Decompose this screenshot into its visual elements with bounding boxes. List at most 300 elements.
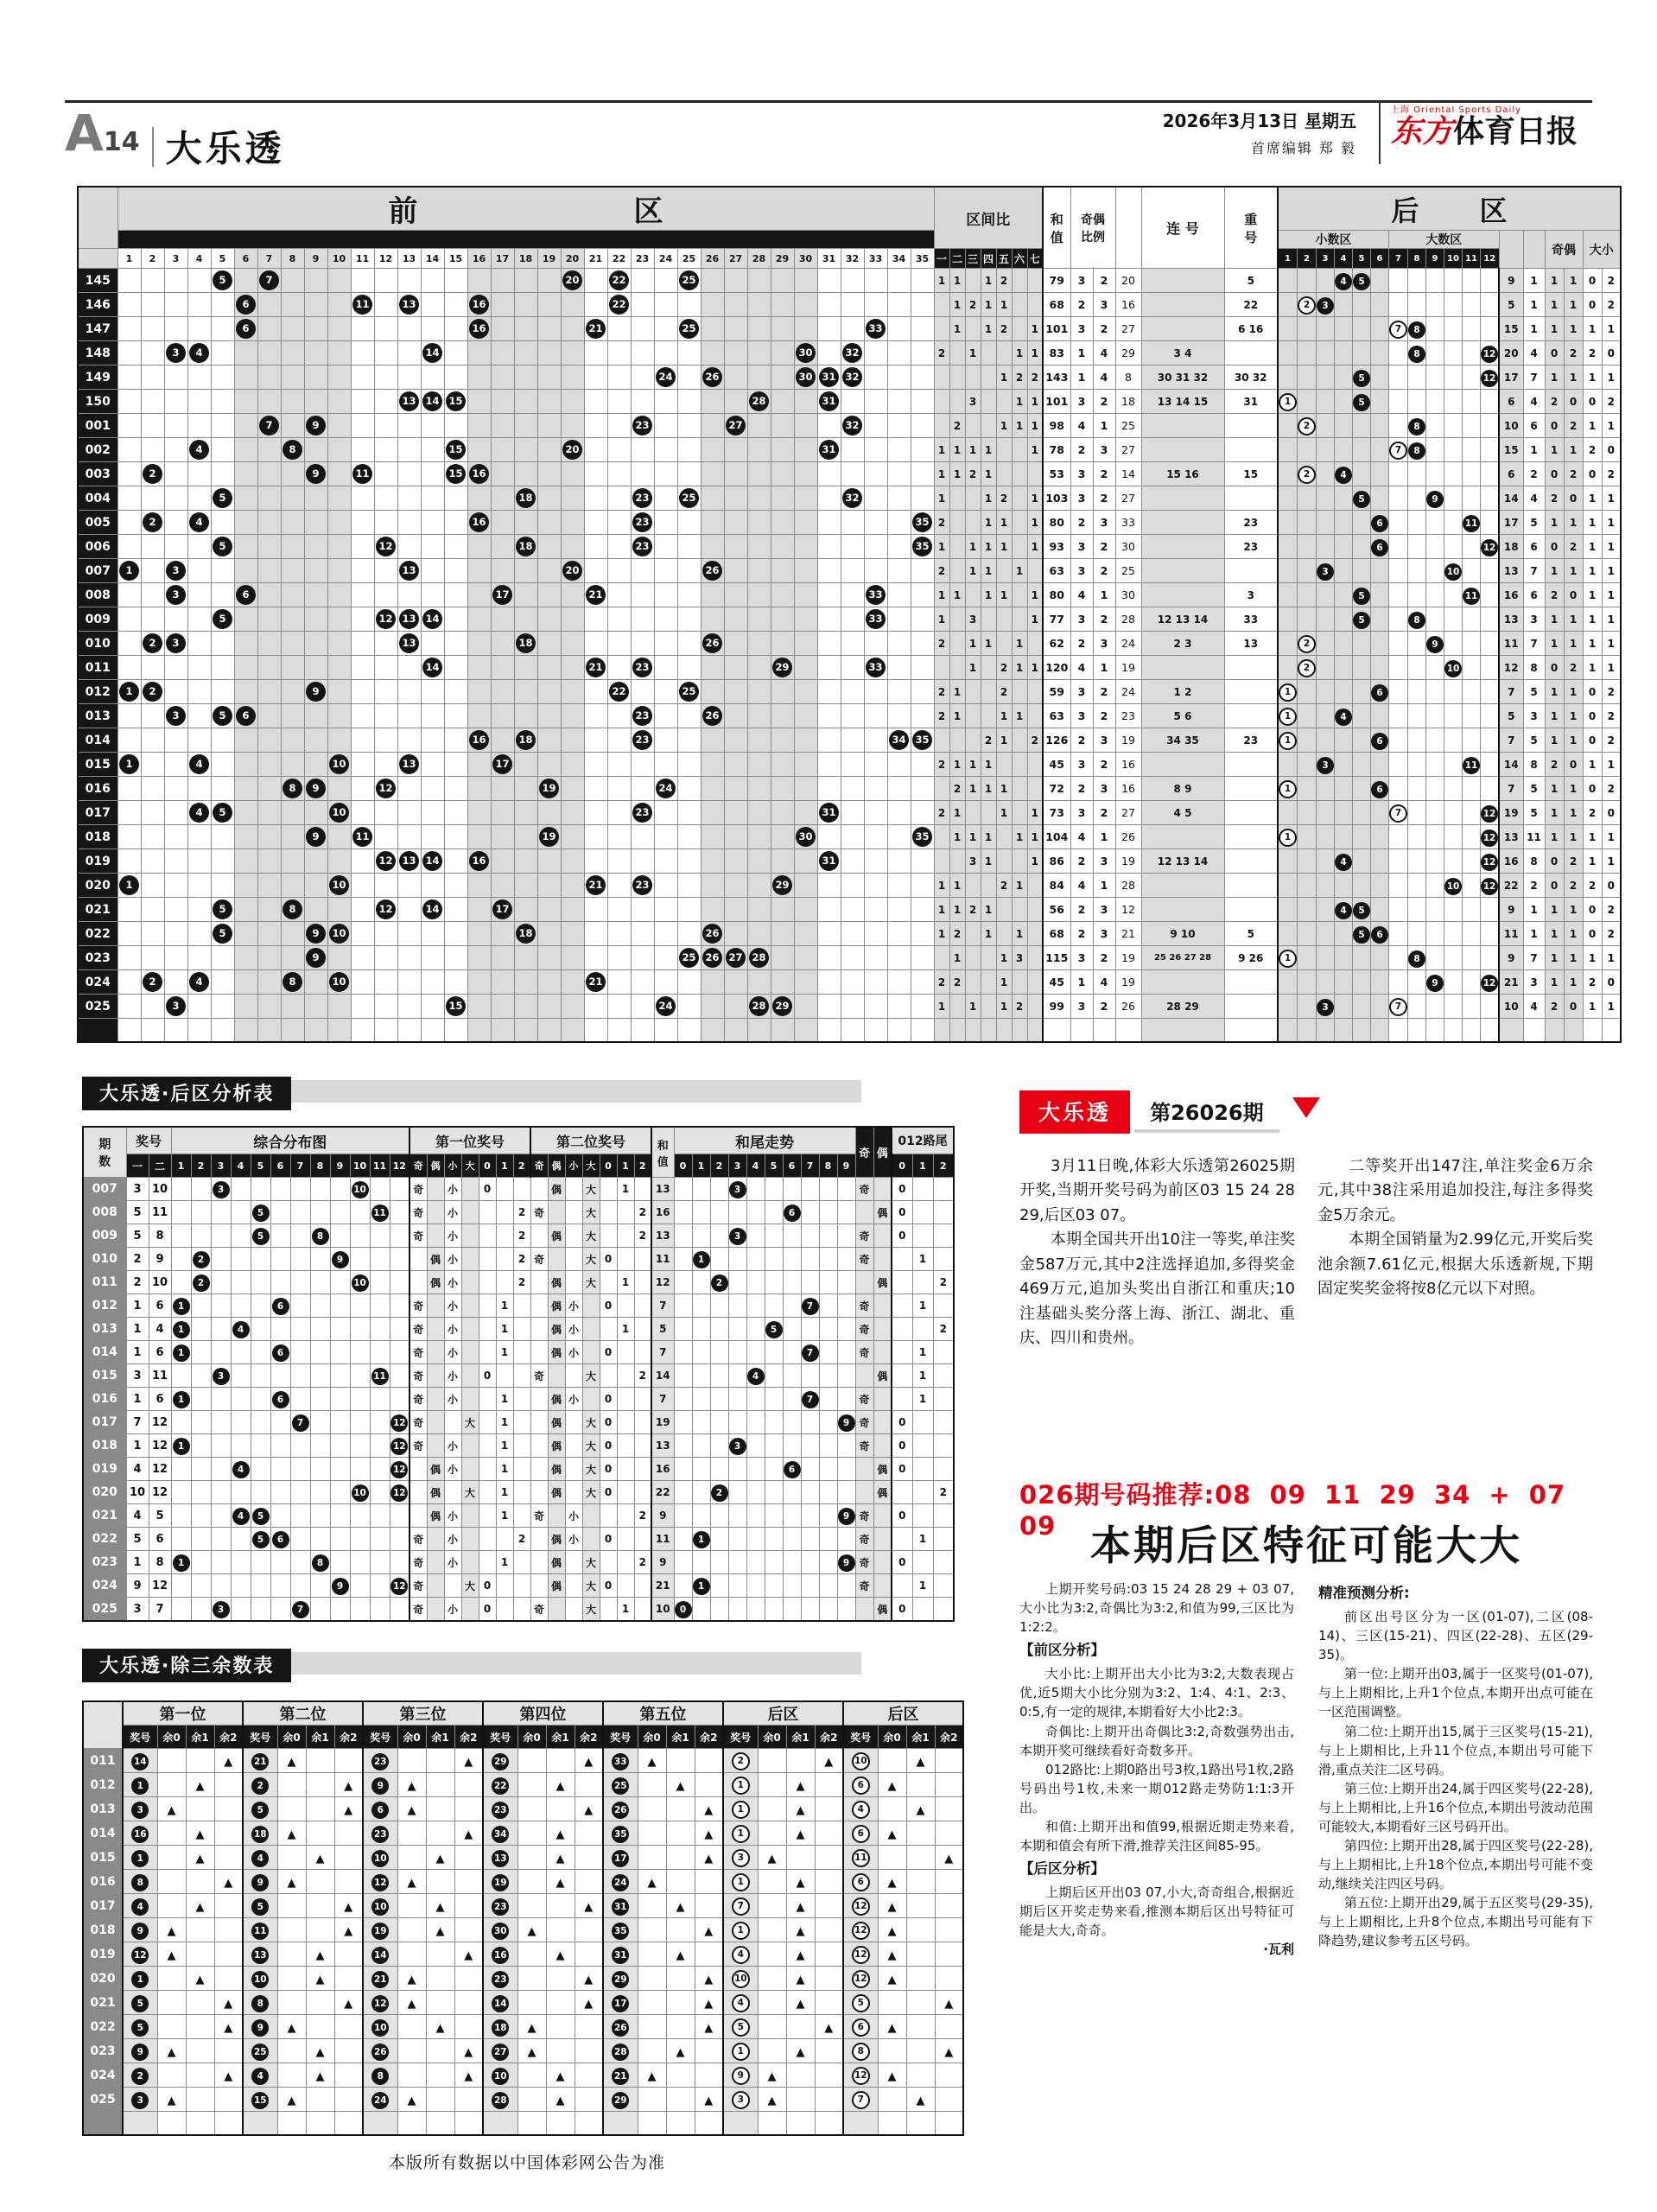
lottery-ball: 7 bbox=[802, 1344, 819, 1362]
lottery-ball: 3 bbox=[732, 2091, 750, 2109]
lottery-ball: 1 bbox=[693, 1251, 710, 1268]
lottery-ball: 10 bbox=[329, 875, 349, 895]
lottery-ball: 13 bbox=[399, 609, 419, 629]
date-line: 2026年3月13日 星期五 bbox=[1162, 111, 1356, 131]
remainder-mark: ▲ bbox=[796, 2046, 805, 2059]
lottery-ball: 10 bbox=[352, 1181, 369, 1198]
lottery-ball: 2 bbox=[1298, 635, 1316, 653]
back-table-row: 015 3 11 3 11 奇 小 0 奇 大 2 14 4 偶 1 bbox=[83, 1364, 954, 1388]
lottery-ball: 31 bbox=[819, 851, 839, 871]
remainder-mark: ▲ bbox=[224, 2070, 233, 2083]
remainder-mark: ▲ bbox=[796, 1804, 805, 1817]
lottery-ball: 19 bbox=[371, 1923, 389, 1940]
back-table-row: 008 5 11 5 11 奇 小 2 奇 大 2 16 6 偶 0 bbox=[83, 1201, 954, 1224]
lottery-ball: 2 bbox=[711, 1274, 728, 1292]
remainder-mark: ▲ bbox=[556, 2070, 565, 2083]
lottery-ball: 23 bbox=[632, 803, 652, 823]
lottery-ball: 33 bbox=[612, 1753, 629, 1770]
lottery-ball: 35 bbox=[912, 537, 932, 556]
remainder-mark: ▲ bbox=[796, 1780, 805, 1793]
lottery-ball: 3 bbox=[166, 561, 186, 581]
main-trend-chart bbox=[77, 186, 1622, 1043]
lottery-ball: 21 bbox=[586, 658, 606, 677]
lottery-ball: 9 bbox=[838, 1414, 855, 1432]
lottery-ball: 1 bbox=[1279, 708, 1297, 726]
remainder-mark: ▲ bbox=[556, 1877, 565, 1890]
mod3-row: 020 1 ▲ 10 ▲ 21 ▲ 23 ▲ 29 ▲ 10 ▲ 12 ▲ bbox=[83, 1967, 963, 1991]
lottery-ball: 13 bbox=[399, 295, 419, 315]
remainder-mark: ▲ bbox=[315, 1974, 325, 1986]
lottery-ball: 1 bbox=[693, 1531, 710, 1548]
lottery-ball: 20 bbox=[562, 270, 582, 290]
analysis-paragraph: 和值:上期开出和值99,根据近期走势来看,本期和值会有所下滑,推荐关注区间85-95。 bbox=[1019, 1818, 1294, 1853]
lottery-ball: 31 bbox=[819, 440, 839, 460]
lottery-ball: 23 bbox=[632, 416, 652, 435]
lottery-ball: 8 bbox=[371, 2068, 389, 2085]
remainder-mark: ▲ bbox=[944, 2046, 954, 2059]
lottery-ball: 32 bbox=[842, 367, 862, 387]
lottery-ball: 8 bbox=[1408, 612, 1425, 629]
repeat-header: 重 号 bbox=[1224, 187, 1278, 269]
lottery-ball: 8 bbox=[312, 1228, 329, 1245]
lottery-ball: 31 bbox=[612, 1947, 629, 1964]
remainder-mark: ▲ bbox=[887, 1949, 897, 1962]
lottery-ball: 12 bbox=[371, 1874, 389, 1891]
lottery-ball: 3 bbox=[131, 2092, 149, 2109]
lottery-ball: 11 bbox=[852, 1849, 870, 1867]
lottery-ball: 28 bbox=[749, 391, 769, 411]
remainder-mark: ▲ bbox=[167, 2046, 176, 2059]
lottery-ball: 25 bbox=[679, 682, 699, 702]
position-group-header: 后区 bbox=[843, 1701, 963, 1726]
remainder-mark: ▲ bbox=[224, 1756, 233, 1769]
lottery-ball: 12 bbox=[852, 1922, 870, 1940]
header-rule bbox=[65, 100, 1592, 103]
remainder-mark: ▲ bbox=[796, 1925, 805, 1938]
lottery-ball: 8 bbox=[283, 779, 302, 798]
lottery-ball: 11 bbox=[1463, 757, 1480, 774]
lottery-ball: 6 bbox=[272, 1391, 289, 1408]
lottery-ball: 10 bbox=[329, 754, 349, 774]
lottery-ball: 5 bbox=[1353, 491, 1370, 508]
lottery-ball: 15 bbox=[446, 391, 466, 411]
lottery-ball: 14 bbox=[131, 1753, 149, 1770]
lottery-ball: 24 bbox=[656, 996, 676, 1016]
lottery-ball: 5 bbox=[213, 609, 232, 629]
lottery-ball: 28 bbox=[749, 948, 769, 968]
remainder-mark: ▲ bbox=[195, 1974, 205, 1986]
mod3-table: 第一位 第二位 第三位 第四位 第五位 后区 后区 奖号 余0 余1 余2 奖号 余0 余1 余2 奖号 余0 余1 余2 奖号 余0 余1 余2 奖号 余0 余1 余2 奖号 余0 余1 余2 奖号 余0 余1 余2 011 14 ▲ 21 ▲ 23 ▲ 29 ▲ 33 ▲ 2 ▲ 10 ▲ 012 1 ▲ 2 ▲ 9 ▲ 22 ▲ 25 ▲ 1 ▲ 6 ▲ 013 3 ▲ 5 ▲ 6 ▲ 23 ▲ 26 ▲ 1 ▲ 4 ▲ 014 16 ▲ 18 ▲ 23 ▲ 34 ▲ 35 ▲ 1 ▲ 6 ▲ 015 1 ▲ 4 ▲ 10 ▲ 13 ▲ 17 ▲ 3 ▲ 11 ▲ 016 8 ▲ 9 ▲ 12 ▲ 19 ▲ 24 ▲ 1 ▲ 6 ▲ 017 4 ▲ 5 ▲ 10 ▲ 23 ▲ 31 ▲ 7 ▲ 12 ▲ 018 9 ▲ 11 ▲ 19 ▲ 30 ▲ 35 ▲ 1 ▲ 12 ▲ 019 12 ▲ 13 ▲ 14 ▲ 16 ▲ 31 ▲ 4 ▲ 12 ▲ 020 1 ▲ 10 ▲ 21 ▲ 23 ▲ 29 ▲ 10 ▲ 12 ▲ 021 5 ▲ 8 ▲ 12 ▲ 14 ▲ 17 ▲ 4 ▲ 5 ▲ 022 5 ▲ 9 ▲ 10 ▲ 18 ▲ 26 ▲ 5 ▲ 6 ▲ 023 9 ▲ 25 ▲ 26 ▲ 27 ▲ 28 ▲ 1 ▲ 8 ▲ 024 2 ▲ 4 ▲ 8 ▲ 10 ▲ 21 ▲ 9 ▲ 12 ▲ 025 3 ▲ 15 ▲ 24 ▲ 28 ▲ 29 ▲ 3 ▲ 7 ▲ bbox=[82, 1700, 964, 2136]
lottery-ball: 4 bbox=[232, 1321, 250, 1338]
lottery-ball: 30 bbox=[796, 343, 816, 363]
winning-number-header: 奖号 bbox=[126, 1127, 171, 1154]
lottery-ball: 9 bbox=[332, 1578, 349, 1595]
lottery-ball: 21 bbox=[586, 875, 606, 895]
lottery-ball: 25 bbox=[679, 319, 699, 339]
back-table-row: 009 5 8 5 8 奇 小 2 偶 大 2 13 3 奇 0 bbox=[83, 1224, 954, 1248]
lottery-ball: 21 bbox=[612, 2068, 629, 2085]
remainder-mark: ▲ bbox=[704, 1853, 714, 1866]
lottery-ball: 13 bbox=[492, 1850, 509, 1867]
mod3-row: 022 5 ▲ 9 ▲ 10 ▲ 18 ▲ 26 ▲ 5 ▲ 6 ▲ bbox=[83, 2015, 963, 2039]
lottery-ball: 12 bbox=[376, 779, 396, 798]
lottery-ball: 30 bbox=[796, 827, 816, 847]
lottery-ball: 18 bbox=[516, 488, 536, 508]
article-paragraph: 本期全国共开出10注一等奖,单注奖金587万元,其中2注选择追加,多得奖金469万元,追加头奖出自浙江和重庆;10注基础头奖分落上海、浙江、湖北、重庆、四川和贵州。 bbox=[1019, 1230, 1295, 1348]
back-odd-even-header: 奇偶 bbox=[1545, 231, 1583, 269]
chart-row: 148 3 4 14 30 32 2 1 1 1 83 1 4 29 3 4 8 12 20 4 0 2 2 0 bbox=[78, 341, 1621, 365]
lottery-ball: 2 bbox=[143, 682, 162, 702]
remainder-mark: ▲ bbox=[647, 1756, 657, 1769]
lottery-ball: 5 bbox=[1353, 273, 1370, 290]
lottery-ball: 9 bbox=[1426, 636, 1444, 653]
mod3-row: 016 8 ▲ 9 ▲ 12 ▲ 19 ▲ 24 ▲ 1 ▲ 6 ▲ bbox=[83, 1870, 963, 1894]
chart-row: 013 3 5 6 23 26 2 1 1 1 63 3 2 23 5 6 1 4 5 3 1 1 0 2 bbox=[78, 704, 1621, 728]
lottery-ball: 26 bbox=[612, 2019, 629, 2037]
lottery-ball: 35 bbox=[912, 512, 932, 532]
lottery-ball: 16 bbox=[469, 295, 489, 315]
lottery-ball: 4 bbox=[189, 512, 209, 532]
lottery-ball: 3 bbox=[1317, 999, 1334, 1016]
remainder-mark: ▲ bbox=[224, 1998, 233, 2011]
remainder-mark: ▲ bbox=[435, 1925, 445, 1938]
lottery-ball: 18 bbox=[516, 730, 536, 750]
lottery-ball: 8 bbox=[131, 1874, 149, 1891]
lottery-ball: 10 bbox=[352, 1484, 369, 1502]
lottery-ball: 9 bbox=[251, 1874, 269, 1891]
back-table-row: 016 1 6 1 6 奇 小 1 偶 小 0 7 7 奇 1 bbox=[83, 1388, 954, 1411]
lottery-ball: 16 bbox=[469, 464, 489, 484]
lottery-ball: 29 bbox=[772, 996, 792, 1016]
lottery-ball: 8 bbox=[283, 899, 302, 919]
remainder-mark: ▲ bbox=[704, 2022, 714, 2035]
issue-number: 第26026期 bbox=[1134, 1090, 1279, 1133]
lottery-ball: 23 bbox=[632, 730, 652, 750]
lottery-ball: 9 bbox=[332, 1251, 349, 1268]
lottery-ball: 11 bbox=[1463, 588, 1480, 605]
analysis-paragraph: 大小比:上期开出大小比为3:2,大数表现占优,近5期大小比分别为3:2、1:4、4:1、2:3、0:5,有一定的规律,本期看好大小比2:3。 bbox=[1019, 1666, 1294, 1720]
lottery-ball: 2 bbox=[711, 1484, 728, 1502]
lottery-ball: 9 bbox=[1426, 975, 1444, 992]
chart-row: 146 6 11 13 16 22 1 2 1 1 68 2 3 16 22 2 3 5 1 1 1 0 2 bbox=[78, 293, 1621, 317]
chart-row: 014 16 18 23 34 35 2 1 2 126 2 3 19 34 35 23 1 6 7 5 1 1 0 2 bbox=[78, 728, 1621, 753]
lottery-ball: 12 bbox=[852, 1946, 870, 1964]
lottery-ball: 12 bbox=[1481, 370, 1498, 387]
lottery-ball: 8 bbox=[283, 972, 302, 992]
lottery-ball: 5 bbox=[252, 1228, 270, 1245]
lottery-ball: 8 bbox=[1408, 346, 1425, 363]
lottery-ball: 23 bbox=[632, 658, 652, 677]
sum-header: 和 值 bbox=[651, 1127, 674, 1178]
brand-badge: 大乐透 bbox=[1019, 1090, 1130, 1134]
lottery-ball: 2 bbox=[732, 1752, 750, 1770]
lottery-ball: 12 bbox=[390, 1461, 408, 1478]
remainder-mark: ▲ bbox=[315, 2046, 325, 2059]
remainder-mark: ▲ bbox=[796, 1974, 805, 1986]
back-table-row: 013 1 4 1 4 奇 小 1 偶 小 1 5 5 奇 2 bbox=[83, 1318, 954, 1341]
lottery-ball: 3 bbox=[729, 1438, 746, 1455]
lottery-ball: 5 bbox=[131, 2019, 149, 2037]
remainder-mark: ▲ bbox=[315, 2070, 325, 2083]
position-group-header: 第一位 bbox=[123, 1701, 243, 1726]
chart-row: 005 2 4 16 23 35 2 1 1 1 80 2 3 33 23 6 11 17 5 1 1 1 1 bbox=[78, 511, 1621, 535]
lottery-ball: 26 bbox=[702, 948, 722, 968]
lottery-ball: 23 bbox=[632, 537, 652, 556]
lottery-ball: 6 bbox=[852, 1825, 870, 1843]
lottery-ball: 4 bbox=[189, 343, 209, 363]
lottery-ball: 6 bbox=[236, 295, 256, 315]
lottery-ball: 27 bbox=[726, 416, 746, 435]
lottery-ball: 2 bbox=[131, 2068, 149, 2085]
lottery-ball: 31 bbox=[819, 367, 839, 387]
remainder-mark: ▲ bbox=[796, 1949, 805, 1962]
lottery-ball: 26 bbox=[702, 367, 722, 387]
back-table-row: 025 3 7 3 7 奇 小 0 奇 大 1 10 0 偶 0 bbox=[83, 1598, 954, 1622]
chart-row: 019 12 13 14 16 31 3 1 1 86 2 3 19 12 13 14 4 12 16 8 0 2 1 1 bbox=[78, 849, 1621, 874]
lottery-ball: 5 bbox=[213, 899, 232, 919]
lottery-ball: 5 bbox=[251, 1898, 269, 1916]
lottery-ball: 15 bbox=[446, 996, 466, 1016]
remainder-mark: ▲ bbox=[704, 2094, 714, 2107]
position-group-header: 后区 bbox=[723, 1701, 843, 1726]
lottery-ball: 25 bbox=[679, 488, 699, 508]
lottery-ball: 9 bbox=[732, 2067, 750, 2085]
lottery-ball: 7 bbox=[1389, 442, 1407, 460]
remainder-mark: ▲ bbox=[435, 1853, 445, 1866]
lottery-ball: 20 bbox=[562, 561, 582, 581]
lottery-ball: 11 bbox=[352, 464, 372, 484]
lottery-ball: 14 bbox=[422, 899, 442, 919]
remainder-mark: ▲ bbox=[704, 1804, 714, 1817]
remainder-mark: ▲ bbox=[287, 1877, 296, 1890]
title-strip bbox=[291, 1080, 861, 1103]
front-zone-title: 前 区 bbox=[117, 187, 934, 231]
mod3-row: 021 5 ▲ 8 ▲ 12 ▲ 14 ▲ 17 ▲ 4 ▲ 5 ▲ bbox=[83, 1991, 963, 2015]
lottery-ball: 23 bbox=[371, 1826, 389, 1843]
lottery-ball: 5 bbox=[252, 1205, 270, 1222]
lottery-ball: 5 bbox=[1353, 394, 1370, 411]
lottery-ball: 8 bbox=[283, 440, 302, 460]
remainder-mark: ▲ bbox=[887, 2022, 897, 2035]
lottery-ball: 4 bbox=[1335, 902, 1352, 919]
lottery-ball: 16 bbox=[469, 319, 489, 339]
lottery-ball: 2 bbox=[1298, 466, 1316, 484]
lottery-ball: 4 bbox=[251, 2068, 269, 2085]
lottery-ball: 3 bbox=[729, 1181, 746, 1198]
back-table-row: 020 10 12 10 12 偶 大 1 偶 大 0 22 2 偶 2 bbox=[83, 1481, 954, 1504]
lottery-ball: 14 bbox=[422, 851, 442, 871]
lottery-ball: 4 bbox=[852, 1801, 870, 1819]
back-table-row: 021 4 5 4 5 偶 小 1 奇 小 2 9 9 奇 0 bbox=[83, 1504, 954, 1528]
lottery-ball: 1 bbox=[1279, 829, 1297, 847]
back-table-row: 012 1 6 1 6 奇 小 1 偶 小 0 7 7 奇 1 bbox=[83, 1294, 954, 1318]
trend-chart-table: 前 区 区间比 和 值 奇偶 比例 连 号 重 号 后 区 小数区 大数区 奇偶 大小 1 2 3 4 5 6 7 8 9 10 11 12 13 14 15 16 17 18 19 20 21 22 23 24 25 26 27 28 29 30 31 32 33 34 35 一 二 三 四 五 六 七 1 2 3 4 5 6 7 8 9 10 11 12 145 5 7 20 22 25 1 1 1 2 79 3 2 20 5 4 5 9 1 1 1 0 2 146 6 11 13 16 22 1 2 1 1 68 2 3 16 22 2 3 5 1 1 1 0 2 147 6 16 21 25 33 1 1 2 1 101 3 2 27 6 16 7 8 15 1 1 1 1 1 148 3 4 14 30 32 2 1 1 1 83 1 4 29 3 4 8 12 20 4 0 2 2 0 149 24 26 30 31 32 1 2 2 143 1 4 8 30 31 32 30 32 5 12 17 7 1 1 1 1 150 13 14 15 28 31 3 1 1 101 3 2 18 13 14 15 31 1 5 6 4 2 0 0 2 001 7 9 23 27 32 2 1 1 1 98 4 1 25 2 8 10 6 0 2 1 1 002 4 8 15 20 31 1 1 1 1 1 78 2 3 27 7 8 15 1 1 1 2 0 003 2 9 11 15 16 1 1 2 1 53 3 2 14 15 16 15 2 4 6 2 0 2 0 2 004 5 18 23 25 32 1 1 2 1 103 3 2 27 5 9 14 4 2 0 1 1 005 2 4 16 23 35 2 1 1 1 80 2 3 33 23 6 11 17 5 1 1 1 1 006 5 12 18 23 35 1 1 1 1 1 93 3 2 30 23 6 12 18 6 0 2 1 1 007 1 3 13 20 26 2 1 1 1 63 3 2 25 3 10 13 7 1 1 1 1 008 3 6 17 21 33 1 1 1 1 1 80 4 1 30 3 5 11 16 6 2 0 1 1 009 5 12 13 14 33 1 3 1 77 3 2 28 12 13 14 33 5 8 13 3 1 1 1 1 010 2 3 13 18 26 2 1 1 1 62 2 3 24 2 3 13 2 9 11 7 1 1 1 1 011 14 21 23 29 33 1 2 1 1 120 4 1 19 2 10 12 8 0 2 1 1 012 1 2 9 22 25 2 1 2 59 3 2 24 1 2 1 6 7 5 1 1 0 2 013 3 5 6 23 26 2 1 1 1 63 3 2 23 5 6 1 4 5 3 1 1 0 2 014 16 18 23 34 35 2 1 2 126 2 3 19 34 35 23 1 6 7 5 1 1 0 2 015 1 4 10 13 17 2 1 1 1 45 3 2 16 3 11 14 8 2 0 1 1 016 8 9 12 19 24 2 1 1 1 72 2 3 16 8 9 1 6 7 5 1 1 0 2 017 4 5 10 23 31 2 1 1 1 73 3 2 27 4 5 7 12 19 5 1 1 2 0 018 9 11 19 30 35 1 1 1 1 1 104 4 1 26 1 12 13 11 1 1 1 1 019 12 13 14 16 31 3 1 1 86 2 3 19 12 13 14 4 12 16 8 0 2 1 1 020 1 10 21 23 29 1 1 2 1 84 4 1 28 10 12 22 2 0 2 2 0 021 5 8 12 14 17 1 1 2 1 56 2 3 12 4 5 9 1 1 1 0 2 022 5 9 10 18 26 1 2 1 1 68 2 3 21 9 10 5 5 6 11 1 1 1 0 2 023 9 25 26 27 28 1 1 3 115 3 2 19 25 26 27 28 9 26 1 8 9 7 1 1 1 1 024 2 4 8 10 21 2 2 1 45 1 4 19 9 12 21 3 1 1 2 0 025 3 15 24 28 29 1 1 1 2 99 3 2 26 28 29 3 7 10 4 2 0 1 1 bbox=[77, 186, 1622, 1043]
back-table-row: 011 2 10 2 10 偶 小 2 偶 大 1 12 2 偶 2 bbox=[83, 1271, 954, 1294]
lottery-ball: 9 bbox=[306, 924, 326, 944]
header-divider bbox=[152, 127, 154, 167]
lottery-ball: 1 bbox=[1279, 780, 1297, 798]
back-table-row: 017 7 12 7 12 奇 大 1 偶 大 0 19 9 奇 0 bbox=[83, 1411, 954, 1434]
data-source-note: 本版所有数据以中国体彩网公告为准 bbox=[388, 2153, 665, 2172]
lottery-ball: 31 bbox=[612, 1898, 629, 1916]
lottery-ball: 1 bbox=[131, 1777, 149, 1795]
analysis-left-column bbox=[1019, 1580, 1294, 1959]
remainder-mark: ▲ bbox=[944, 1853, 954, 1866]
lottery-ball: 12 bbox=[1481, 975, 1498, 992]
lottery-ball: 1 bbox=[732, 1801, 750, 1819]
mod3-row: 018 9 ▲ 11 ▲ 19 ▲ 30 ▲ 35 ▲ 1 ▲ 12 ▲ bbox=[83, 1918, 963, 1942]
lottery-ball: 6 bbox=[852, 1777, 870, 1795]
sum-tail-header: 和尾走势 bbox=[674, 1127, 855, 1154]
lottery-ball: 24 bbox=[656, 779, 676, 798]
analysis-paragraph: 上期后区开出03 07,小大,奇奇组合,根据近期后区开奖走势来看,推测本期后区出号特征可能是大大,奇奇。 bbox=[1019, 1885, 1294, 1939]
chart-row: 003 2 9 11 15 16 1 1 2 1 53 3 2 14 15 16 15 2 4 6 2 0 2 0 2 bbox=[78, 462, 1621, 486]
lottery-ball: 12 bbox=[376, 609, 396, 629]
lottery-ball: 23 bbox=[632, 875, 652, 895]
odd-header: 奇 bbox=[855, 1127, 873, 1178]
lottery-ball: 14 bbox=[492, 1995, 509, 2012]
lottery-ball: 16 bbox=[469, 730, 489, 750]
lottery-ball: 1 bbox=[173, 1554, 190, 1572]
lottery-ball: 25 bbox=[251, 2044, 269, 2061]
remainder-mark: ▲ bbox=[556, 1949, 565, 1962]
analysis-columns bbox=[1019, 1580, 1593, 1959]
lottery-ball: 8 bbox=[1408, 418, 1425, 435]
remainder-mark: ▲ bbox=[887, 1780, 897, 1793]
lottery-ball: 13 bbox=[399, 633, 419, 653]
lottery-ball: 1 bbox=[173, 1321, 190, 1338]
remainder-mark: ▲ bbox=[704, 1828, 714, 1841]
lottery-ball: 28 bbox=[492, 2092, 509, 2109]
position-group-header: 第五位 bbox=[603, 1701, 723, 1726]
remainder-mark: ▲ bbox=[435, 2022, 445, 2035]
remainder-mark: ▲ bbox=[344, 1901, 353, 1914]
lottery-ball: 3 bbox=[213, 1181, 230, 1198]
lottery-ball: 5 bbox=[213, 706, 232, 726]
lottery-ball: 31 bbox=[819, 803, 839, 823]
lottery-ball: 3 bbox=[732, 1849, 750, 1867]
lottery-ball: 10 bbox=[1444, 660, 1462, 677]
remainder-mark: ▲ bbox=[344, 1804, 353, 1817]
mod3-row: 025 3 ▲ 15 ▲ 24 ▲ 28 ▲ 29 ▲ 3 ▲ 7 ▲ bbox=[83, 2088, 963, 2112]
lottery-ball: 13 bbox=[399, 561, 419, 581]
mod3-row: 013 3 ▲ 5 ▲ 6 ▲ 23 ▲ 26 ▲ 1 ▲ 4 ▲ bbox=[83, 1797, 963, 1821]
remainder-mark: ▲ bbox=[195, 1901, 205, 1914]
lottery-ball: 12 bbox=[390, 1578, 408, 1595]
lottery-ball: 2 bbox=[143, 464, 162, 484]
lottery-ball: 7 bbox=[802, 1298, 819, 1315]
lottery-ball: 11 bbox=[1463, 515, 1480, 532]
mod3-row: 012 1 ▲ 2 ▲ 9 ▲ 22 ▲ 25 ▲ 1 ▲ 6 ▲ bbox=[83, 1773, 963, 1797]
analysis-paragraph: 第四位:上期开出28,属于四区奖号(22-28),与上上期相比,上升18个位点,本期出号可能不变动,继续关注四区号码。 bbox=[1318, 1837, 1593, 1891]
remainder-mark: ▲ bbox=[704, 1974, 714, 1986]
lottery-ball: 7 bbox=[732, 1897, 750, 1916]
lottery-ball: 12 bbox=[376, 537, 396, 556]
lottery-ball: 10 bbox=[329, 972, 349, 992]
lottery-ball: 9 bbox=[306, 779, 326, 798]
lottery-ball: 24 bbox=[656, 367, 676, 387]
lottery-ball: 8 bbox=[1408, 321, 1425, 339]
remainder-mark: ▲ bbox=[887, 1925, 897, 1938]
chart-row: 004 5 18 23 25 32 1 1 2 1 103 3 2 27 5 9 14 4 2 0 1 1 bbox=[78, 486, 1621, 511]
lottery-ball: 26 bbox=[702, 561, 722, 581]
remainder-mark: ▲ bbox=[584, 1901, 594, 1914]
lottery-ball: 12 bbox=[1481, 854, 1498, 871]
lottery-ball: 31 bbox=[819, 391, 839, 411]
remainder-mark: ▲ bbox=[676, 1780, 685, 1793]
lottery-ball: 17 bbox=[612, 1850, 629, 1867]
lottery-ball: 5 bbox=[252, 1508, 270, 1525]
lottery-ball: 26 bbox=[371, 2044, 389, 2061]
newspaper-logo bbox=[1379, 102, 1607, 164]
byline: ·瓦利 bbox=[1263, 1942, 1294, 1958]
chart-row: 017 4 5 10 23 31 2 1 1 1 73 3 2 27 4 5 7 12 19 5 1 1 2 0 bbox=[78, 801, 1621, 825]
remainder-mark: ▲ bbox=[464, 1949, 473, 1962]
remainder-mark: ▲ bbox=[287, 2094, 296, 2107]
lottery-ball: 1 bbox=[1279, 950, 1297, 968]
lottery-ball: 34 bbox=[889, 730, 909, 750]
lottery-ball: 21 bbox=[586, 319, 606, 339]
lottery-ball: 16 bbox=[492, 1947, 509, 1964]
lottery-ball: 6 bbox=[1371, 781, 1388, 798]
chart-row: 024 2 4 8 10 21 2 2 1 45 1 4 19 9 12 21 3 1 1 2 0 bbox=[78, 970, 1621, 995]
lottery-ball: 3 bbox=[166, 706, 186, 726]
lottery-ball: 9 bbox=[131, 2044, 149, 2061]
position-group-header: 第四位 bbox=[483, 1701, 603, 1726]
period-header: 期 数 bbox=[83, 1127, 126, 1178]
remainder-mark: ▲ bbox=[676, 1901, 685, 1914]
lottery-ball: 5 bbox=[213, 924, 232, 944]
remainder-mark: ▲ bbox=[767, 1853, 777, 1866]
lottery-ball: 12 bbox=[376, 851, 396, 871]
road-header: 012路尾 bbox=[892, 1127, 954, 1154]
lottery-ball: 23 bbox=[371, 1753, 389, 1770]
lottery-ball: 33 bbox=[866, 319, 886, 339]
lottery-ball: 9 bbox=[306, 682, 326, 702]
lottery-ball: 1 bbox=[1279, 732, 1297, 750]
back-zone-analysis-table bbox=[82, 1126, 955, 1622]
lottery-ball: 3 bbox=[166, 996, 186, 1016]
editor-line: 首席编辑 郑 毅 bbox=[1250, 140, 1356, 156]
lottery-ball: 20 bbox=[562, 440, 582, 460]
lottery-ball: 2 bbox=[143, 512, 162, 532]
remainder-mark: ▲ bbox=[287, 2022, 296, 2035]
lottery-ball: 6 bbox=[784, 1205, 801, 1222]
lottery-ball: 7 bbox=[259, 270, 279, 290]
back-table-row: 014 1 6 1 6 奇 小 1 偶 小 0 7 7 奇 1 bbox=[83, 1341, 954, 1364]
chart-row: 020 1 10 21 23 29 1 1 2 1 84 4 1 28 10 12 22 2 0 2 2 0 bbox=[78, 874, 1621, 898]
lottery-ball: 24 bbox=[612, 1874, 629, 1891]
odd-even-header: 奇偶 比例 bbox=[1070, 187, 1115, 269]
lottery-ball: 13 bbox=[399, 754, 419, 774]
lottery-ball: 4 bbox=[189, 803, 209, 823]
remainder-mark: ▲ bbox=[344, 1998, 353, 2011]
remainder-mark: ▲ bbox=[647, 2070, 657, 2083]
chart-row: 025 3 15 24 28 29 1 1 1 2 99 3 2 26 28 29 3 7 10 4 2 0 1 1 bbox=[78, 995, 1621, 1019]
analysis-paragraph: 012路比:上期0路出号3枚,1路出号1枚,2路号码出号1枚,未来一期012路走势防1:1:3开出。 bbox=[1019, 1761, 1294, 1815]
lottery-ball: 10 bbox=[492, 2068, 509, 2085]
lottery-ball: 22 bbox=[492, 1777, 509, 1795]
lottery-ball: 2 bbox=[1298, 296, 1316, 315]
remainder-mark: ▲ bbox=[407, 1780, 416, 1793]
lottery-ball: 35 bbox=[612, 1923, 629, 1940]
mod3-remainder-table bbox=[82, 1700, 964, 2136]
lottery-ball: 10 bbox=[371, 1850, 389, 1867]
lottery-ball: 33 bbox=[866, 609, 886, 629]
lottery-ball: 10 bbox=[371, 1898, 389, 1916]
distribution-header: 综合分布图 bbox=[171, 1127, 409, 1154]
remainder-mark: ▲ bbox=[527, 1925, 536, 1938]
